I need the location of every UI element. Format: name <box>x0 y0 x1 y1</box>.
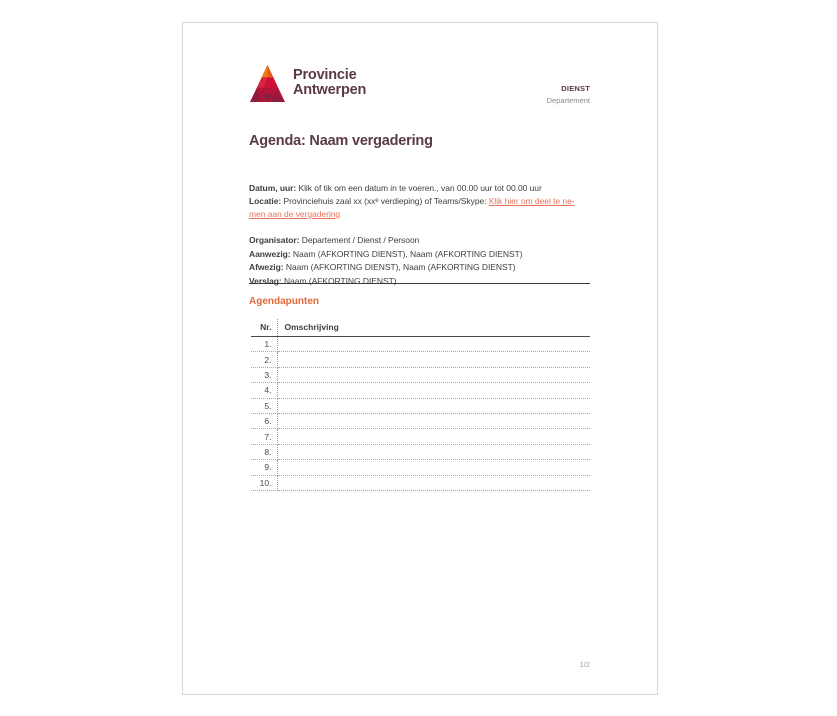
row-omschrijving[interactable] <box>277 398 590 413</box>
table-row <box>251 337 590 352</box>
row-omschrijving[interactable] <box>277 429 590 444</box>
verslag-label: Verslag: <box>249 275 282 286</box>
row-nr: 1. <box>251 337 277 352</box>
verslag-line <box>249 275 598 289</box>
dienst-label: DIENST <box>561 84 590 93</box>
document-page <box>182 22 658 695</box>
row-omschrijving[interactable] <box>277 413 590 428</box>
row-nr: 2. <box>251 352 277 367</box>
table-row <box>251 383 590 398</box>
organisator-label: Organisator: <box>249 235 300 245</box>
participants-block <box>249 234 598 288</box>
table-row <box>251 460 590 475</box>
datum-value-field[interactable]: Klik of tik om een datum in te voeren., van 00.00 uur tot 00.00 uur <box>298 183 542 193</box>
row-nr: 7. <box>251 429 277 444</box>
row-nr: 10. <box>251 475 277 490</box>
table-row <box>251 367 590 382</box>
row-omschrijving[interactable] <box>277 475 590 490</box>
afwezig-value: Naam (AFKORTING DIENST), Naam (AFKORTING DIENST) <box>285 262 516 273</box>
logo-line1: Provincie <box>293 67 357 83</box>
datum-label: Datum, uur: <box>249 183 297 193</box>
agenda-table-body <box>251 337 590 491</box>
table-row <box>251 413 590 428</box>
agenda-table <box>251 319 590 491</box>
departement-label: Departement <box>546 96 590 105</box>
org-block <box>547 64 590 105</box>
verslag-value: Naam (AFKORTING DIENST) <box>284 275 397 286</box>
table-row <box>251 352 590 367</box>
row-nr: 9. <box>251 460 277 475</box>
table-row <box>251 429 590 444</box>
row-omschrijving[interactable] <box>277 444 590 459</box>
logo-line2: Antwerpen <box>293 82 367 98</box>
row-omschrijving[interactable] <box>277 383 590 398</box>
logo-wordmark <box>293 64 366 98</box>
row-omschrijving[interactable] <box>277 337 590 352</box>
row-nr: 5. <box>251 398 277 413</box>
logo-triangle-icon <box>249 64 286 103</box>
section-divider <box>249 283 590 284</box>
agenda-heading: Agendapunten <box>249 296 319 307</box>
provincie-antwerpen-logo <box>249 64 366 103</box>
aanwezig-value: Naam (AFKORTING DIENST), Naam (AFKORTING DIENST) <box>292 248 523 259</box>
row-omschrijving[interactable] <box>277 460 590 475</box>
page-number: 1/2 <box>579 660 590 669</box>
aanwezig-label: Aanwezig: <box>249 248 291 259</box>
locatie-value: Provinciehuis zaal xx (xxᵉ verdieping) of Teams/Skype: <box>283 196 487 206</box>
datum-line <box>249 182 598 195</box>
organisator-line <box>249 234 598 248</box>
row-omschrijving[interactable] <box>277 367 590 382</box>
meeting-meta <box>249 182 598 288</box>
document-header <box>249 64 590 105</box>
table-row <box>251 475 590 490</box>
locatie-label: Locatie: <box>249 196 282 206</box>
row-nr: 8. <box>251 444 277 459</box>
afwezig-line <box>249 261 598 275</box>
afwezig-label: Afwezig: <box>249 262 284 273</box>
agenda-table-header-row <box>251 319 590 337</box>
join-meeting-link-line2[interactable]: men aan de vergadering <box>249 209 341 219</box>
row-nr: 4. <box>251 383 277 398</box>
locatie-line <box>249 195 598 221</box>
row-nr: 6. <box>251 413 277 428</box>
row-nr: 3. <box>251 367 277 382</box>
table-row <box>251 398 590 413</box>
column-header-omschrijving: Omschrijving <box>277 319 590 337</box>
aanwezig-line <box>249 248 598 262</box>
organisator-value: Departement / Dienst / Persoon <box>301 235 420 245</box>
join-meeting-link-line1[interactable]: Klik hier om deel te ne- <box>488 196 575 206</box>
page-title: Agenda: Naam vergadering <box>249 133 433 149</box>
column-header-nr: Nr. <box>251 319 277 337</box>
table-row <box>251 444 590 459</box>
row-omschrijving[interactable] <box>277 352 590 367</box>
